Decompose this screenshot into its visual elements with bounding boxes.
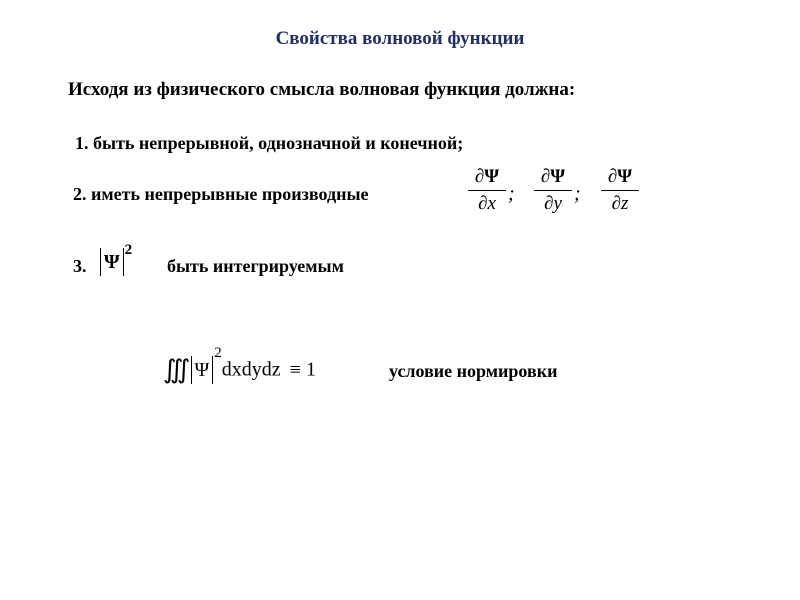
psi-symbol-norm: Ψ — [194, 359, 210, 382]
item-2-text: 2. иметь непрерывные производные — [73, 184, 369, 204]
separator-1: ; — [508, 183, 515, 205]
fraction-bar — [601, 190, 639, 191]
normalization-formula — [163, 345, 316, 385]
normalization-label: условие нормировки — [389, 361, 558, 381]
intro-text: Исходя из физического смысла волновая функция должна: — [68, 79, 576, 100]
item-3-text: быть интегрируемым — [167, 256, 344, 276]
psi-modulus-squared — [100, 242, 133, 276]
triple-integral: ∭ — [163, 355, 191, 385]
item-1-text: 1. быть непрерывной, однозначной и конечной; — [75, 133, 464, 153]
derivative-z-denominator: ∂z — [611, 193, 629, 214]
derivative-y-numerator: ∂Ψ — [540, 166, 566, 187]
item-3-number: 3. — [73, 256, 87, 276]
fraction-bar — [534, 190, 572, 191]
differentials: dxdydz — [221, 358, 281, 381]
derivative-x-denominator: ∂x — [478, 193, 496, 214]
fraction-bar — [468, 190, 506, 191]
one-value: 1 — [305, 358, 316, 381]
psi-power-norm: 2 — [214, 345, 222, 361]
psi-power: 2 — [124, 242, 133, 259]
derivative-y-denominator: ∂y — [544, 193, 562, 214]
slide-title: Свойства волновой функции — [275, 28, 525, 49]
derivative-y — [534, 166, 572, 215]
equiv-sign: ≡ — [289, 358, 301, 381]
psi-modulus — [100, 248, 124, 276]
separator-2: ; — [574, 183, 581, 205]
psi-symbol: Ψ — [104, 251, 120, 273]
psi-modulus-norm — [191, 356, 214, 384]
derivative-x — [468, 166, 506, 215]
derivative-z-numerator: ∂Ψ — [607, 166, 633, 187]
derivative-x-numerator: ∂Ψ — [474, 166, 500, 187]
derivative-z — [601, 166, 639, 215]
